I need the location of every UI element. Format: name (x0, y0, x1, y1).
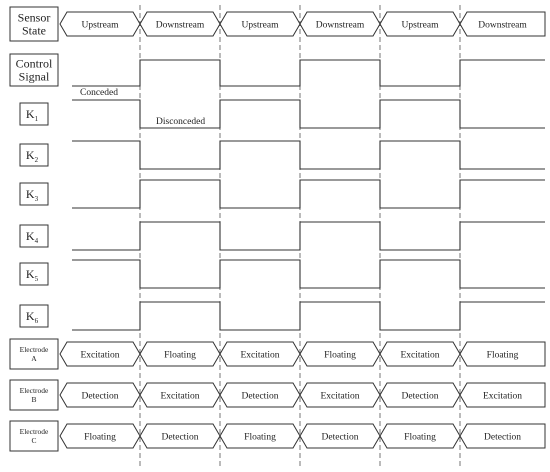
row-k6 (20, 302, 545, 330)
bus-label-electrodeA-5: Excitation (400, 350, 440, 361)
waveform-k2 (72, 141, 545, 169)
row-label-electrodeA-line-2: A (31, 354, 37, 364)
bus-label-sensor-1: Upstream (81, 20, 119, 31)
bus-label-electrodeB-2: Excitation (160, 391, 200, 402)
row-electrodeB (10, 380, 545, 410)
row-k1 (20, 100, 545, 128)
row-label-sensor-line-2: State (22, 23, 46, 38)
bus-label-electrodeA-6: Floating (486, 350, 519, 361)
bus-label-electrodeB-4: Excitation (320, 391, 360, 402)
row-label-k3: $K_3$ (25, 187, 39, 203)
row-label-electrodeC-line-2: C (31, 436, 37, 446)
bus-label-sensor-2: Downstream (155, 20, 205, 31)
row-label-k2: $K_2$ (25, 148, 39, 164)
bus-label-sensor-5: Upstream (401, 20, 439, 31)
row-k5 (20, 260, 545, 288)
bus-label-electrodeA-4: Floating (324, 350, 356, 361)
bus-label-electrodeC-5: Floating (404, 432, 436, 443)
row-k3 (20, 180, 545, 208)
row-k4 (20, 222, 545, 250)
row-k2 (20, 141, 545, 169)
row-control (10, 54, 545, 86)
bus-label-electrodeA-1: Excitation (80, 350, 120, 361)
row-label-electrodeC-line-1: Electrode (19, 427, 49, 437)
bus-label-sensor-4: Downstream (315, 20, 365, 31)
annotation-conceded: Conceded (80, 88, 118, 98)
row-label-control-line-1: Control (15, 56, 53, 71)
bus-label-electrodeB-3: Detection (241, 391, 279, 402)
row-sensor (10, 7, 545, 41)
row-label-k4: $K_4$ (25, 229, 39, 245)
bus-label-electrodeC-1: Floating (84, 432, 116, 443)
waveform-k4 (72, 222, 545, 250)
bus-label-electrodeC-3: Floating (244, 432, 276, 443)
bus-label-electrodeC-6: Detection (484, 432, 521, 443)
bus-label-electrodeC-4: Detection (321, 432, 359, 443)
row-label-k5: $K_5$ (25, 267, 39, 283)
bus-label-electrodeB-6: Excitation (482, 391, 523, 402)
row-label-control-line-2: Signal (18, 69, 50, 84)
bus-label-electrodeC-2: Detection (161, 432, 199, 443)
waveform-k1 (72, 100, 545, 128)
waveform-control (72, 60, 545, 86)
bus-label-electrodeA-3: Excitation (240, 350, 280, 361)
row-label-k6: $K_6$ (25, 309, 39, 325)
row-electrodeA (10, 339, 545, 369)
row-label-sensor-line-1: Sensor (17, 10, 51, 25)
bus-label-electrodeB-1: Detection (81, 391, 119, 402)
bus-label-sensor-3: Upstream (241, 20, 279, 31)
waveform-k3 (72, 180, 545, 208)
row-label-electrodeB-line-2: B (31, 395, 37, 405)
bus-label-electrodeB-5: Detection (401, 391, 439, 402)
row-label-electrodeB-line-1: Electrode (19, 386, 49, 396)
row-electrodeC (10, 421, 545, 451)
row-label-k1: $K_1$ (25, 107, 39, 123)
waveform-k5 (72, 260, 545, 288)
row-label-electrodeA-line-1: Electrode (19, 345, 49, 355)
bus-label-sensor-6: Downstream (478, 20, 527, 31)
waveform-k6 (72, 302, 545, 330)
bus-label-electrodeA-2: Floating (164, 350, 196, 361)
annotation-disconceded: Disconceded (156, 117, 206, 127)
